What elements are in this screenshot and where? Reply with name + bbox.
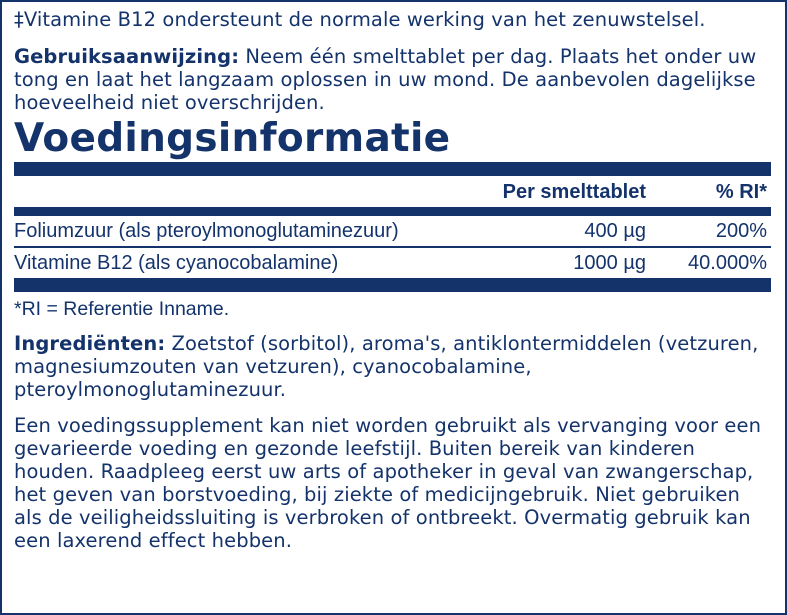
nutrition-table [14, 162, 771, 292]
table-bottom-bar [14, 278, 771, 292]
ri-footnote: *RI = Referentie Inname. [14, 298, 230, 320]
b12-claim-note: ‡Vitamine B12 ondersteunt de normale werking van het zenuwstelsel. [14, 8, 706, 31]
header-per-unit: Per smelttablet [502, 180, 646, 203]
ingredients-text: Zoetstof (sorbitol), aroma's, antiklontermiddelen (vetzuren, magnesiumzouten van vetzuren), cyanocobalamine, pteroylmonoglutaminezuur. [14, 332, 759, 401]
nutrient-ri: 40.000% [688, 252, 767, 274]
nutrient-ri: 200% [715, 220, 767, 242]
ingredients-heading: Ingrediënten: [14, 332, 166, 355]
table-row [14, 216, 771, 246]
usage-heading: Gebruiksaanwijzing: [14, 45, 240, 68]
nutrient-name: Foliumzuur (als pteroylmonoglutaminezuur) [14, 220, 399, 242]
ingredients-section [14, 332, 771, 401]
warning-text: Een voedingssupplement kan niet worden gebruikt als vervanging voor een gevarieerde voeding en gezonde leefstijl. Buiten bereik van kinderen houden. Raadpleeg eerst uw arts of apotheker in geval van zwangerschap, het geven van borstvoeding, bij ziekte of medicijngebruik. Niet gebruiken als de veiligheidssluiting is verbroken of ontbreekt. Overmatig gebruik kan een laxerend effect hebben. [14, 414, 762, 552]
nutrient-amount: 1000 µg [573, 252, 646, 274]
nutrient-amount: 400 µg [584, 220, 646, 242]
table-header-bar [14, 207, 771, 216]
table-header-row [14, 176, 771, 207]
nutrient-name: Vitamine B12 (als cyanocobalamine) [14, 252, 339, 274]
table-row [14, 248, 771, 278]
nutrition-title: Voedingsinformatie [14, 116, 451, 161]
header-ri: % RI* [715, 180, 767, 203]
usage-text: Neem één smelttablet per dag. Plaats het onder uw tong en laat het langzaam oplossen in uw mond. De aanbevolen dagelijkse hoeveelheid niet overschrijden. [14, 45, 757, 114]
table-top-bar [14, 162, 771, 176]
usage-instructions [14, 45, 771, 114]
